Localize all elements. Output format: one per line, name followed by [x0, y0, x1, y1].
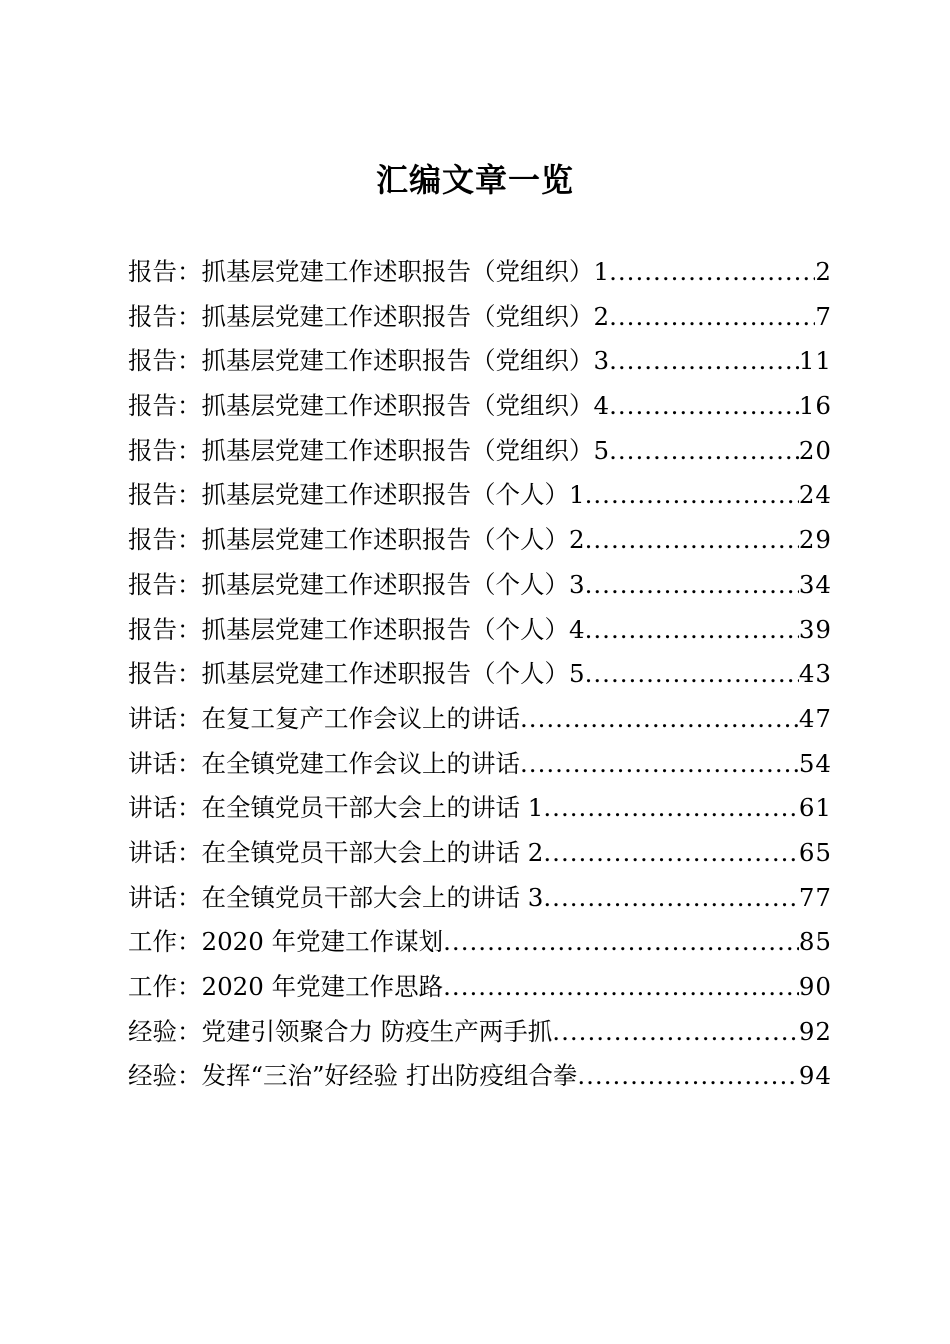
toc-entry[interactable]	[128, 1054, 832, 1099]
toc-entry-leader-dots	[609, 339, 799, 383]
toc-entry[interactable]	[128, 339, 832, 384]
toc-entry-page-number: 90	[798, 972, 832, 1001]
toc-entry-leader-dots	[585, 518, 799, 562]
toc-entry-leader-dots	[443, 965, 799, 1009]
toc-entry-page-number: 39	[798, 614, 832, 644]
toc-entry-category: 工作	[128, 927, 177, 957]
toc-entry-title: 2020 年党建工作思路	[201, 972, 444, 1001]
toc-entry-leader-dots	[609, 384, 799, 428]
toc-entry-title: 抓基层党建工作述职报告（党组织）3	[201, 346, 610, 376]
toc-entry-category: 报告	[128, 301, 177, 331]
toc-entry-title: 2020 年党建工作谋划	[201, 927, 444, 957]
toc-entry-separator: ：	[177, 1061, 202, 1091]
toc-entry-category: 报告	[128, 480, 177, 510]
toc-entry-category: 讲话	[128, 703, 177, 733]
toc-entry[interactable]	[128, 384, 832, 429]
toc-entry[interactable]	[128, 518, 832, 563]
toc-entry[interactable]	[128, 250, 832, 295]
toc-entry-category: 报告	[128, 346, 177, 376]
toc-entry-leader-dots	[585, 652, 799, 696]
toc-entry[interactable]	[128, 920, 832, 965]
toc-entry-separator: ：	[177, 882, 202, 912]
toc-entry-page-number: 65	[798, 837, 832, 867]
toc-entry[interactable]	[128, 786, 832, 831]
toc-entry[interactable]	[128, 1010, 832, 1055]
toc-entry-separator: ：	[177, 569, 202, 599]
toc-entry-title: 在全镇党员干部大会上的讲话 3	[201, 882, 544, 912]
toc-entry-title: 抓基层党建工作述职报告（党组织）5	[201, 435, 610, 465]
toc-entry-category: 讲话	[128, 882, 177, 912]
toc-entry-page-number: 29	[798, 525, 832, 555]
toc-entry-title: 在全镇党员干部大会上的讲话 2	[201, 837, 544, 867]
toc-entry-leader-dots	[443, 920, 799, 964]
toc-entry-leader-dots	[585, 563, 799, 607]
toc-entry[interactable]	[128, 831, 832, 876]
toc-entry[interactable]	[128, 965, 832, 1010]
toc-entry-category: 报告	[128, 525, 177, 555]
toc-entry-leader-dots	[552, 1010, 799, 1054]
toc-entry-page-number: 61	[798, 793, 832, 823]
toc-entry-separator: ：	[177, 748, 202, 778]
page-title: 汇编文章一览	[375, 161, 574, 199]
toc-entry-category: 讲话	[128, 793, 177, 823]
toc-entry-leader-dots	[609, 250, 815, 294]
toc-entry-separator: ：	[177, 525, 202, 555]
toc-entry-category: 报告	[128, 569, 177, 599]
toc-entry-category: 经验	[128, 1061, 177, 1091]
toc-entry-title: 在全镇党员干部大会上的讲话 1	[201, 793, 544, 823]
toc-entry-title: 抓基层党建工作述职报告（个人）4	[201, 614, 585, 644]
toc-entry-title: 抓基层党建工作述职报告（党组织）1	[201, 257, 610, 286]
toc-entry-title: 抓基层党建工作述职报告（个人）2	[201, 525, 585, 555]
toc-entry-separator: ：	[177, 257, 202, 286]
toc-entry-separator: ：	[177, 927, 202, 957]
toc-entry-leader-dots	[520, 742, 799, 786]
toc-entry[interactable]	[128, 608, 832, 653]
toc-entry[interactable]	[128, 429, 832, 474]
toc-entry-category: 报告	[128, 435, 177, 465]
toc-entry-leader-dots	[609, 295, 815, 339]
toc-entry-page-number: 43	[798, 659, 832, 689]
toc-entry-title: 党建引领聚合力 防疫生产两手抓	[201, 1016, 553, 1046]
toc-entry[interactable]	[128, 697, 832, 742]
toc-entry-separator: ：	[177, 614, 202, 644]
toc-entry-separator: ：	[177, 972, 202, 1001]
toc-entry-title: 抓基层党建工作述职报告（党组织）2	[201, 301, 610, 331]
toc-entry-separator: ：	[177, 837, 202, 867]
toc-entry-leader-dots	[585, 608, 799, 652]
toc-entry-title: 在全镇党建工作会议上的讲话	[201, 748, 520, 778]
toc-entry-title: 抓基层党建工作述职报告（党组织）4	[201, 391, 610, 421]
toc-entry-separator: ：	[177, 346, 202, 376]
toc-entry[interactable]	[128, 295, 832, 340]
toc-entry-category: 讲话	[128, 837, 177, 867]
toc-entry-leader-dots	[577, 1054, 798, 1098]
table-of-contents	[128, 250, 832, 1099]
toc-entry-separator: ：	[177, 793, 202, 823]
toc-entry-category: 经验	[128, 1016, 177, 1046]
toc-entry-separator: ：	[177, 659, 202, 689]
toc-entry[interactable]	[128, 652, 832, 697]
toc-entry-separator: ：	[177, 703, 202, 733]
toc-entry-page-number: 92	[798, 1016, 832, 1046]
toc-entry-page-number: 11	[798, 346, 832, 376]
toc-entry[interactable]	[128, 876, 832, 921]
toc-entry-title: 抓基层党建工作述职报告（个人）1	[201, 480, 585, 510]
toc-entry-leader-dots	[543, 876, 798, 920]
toc-entry-page-number: 2	[815, 257, 832, 286]
toc-entry-leader-dots	[609, 429, 799, 473]
toc-entry-page-number: 94	[798, 1061, 832, 1091]
toc-entry-category: 报告	[128, 391, 177, 421]
toc-entry-page-number: 47	[798, 703, 832, 733]
toc-entry-page-number: 34	[798, 569, 832, 599]
toc-entry-category: 报告	[128, 614, 177, 644]
toc-entry-page-number: 85	[798, 927, 832, 957]
toc-entry-leader-dots	[543, 786, 798, 830]
toc-entry-separator: ：	[177, 435, 202, 465]
toc-entry[interactable]	[128, 563, 832, 608]
toc-entry-separator: ：	[177, 480, 202, 510]
toc-entry-separator: ：	[177, 1016, 202, 1046]
toc-entry-separator: ：	[177, 301, 202, 331]
toc-entry-title: 抓基层党建工作述职报告（个人）3	[201, 569, 585, 599]
toc-entry-category: 工作	[128, 972, 177, 1001]
toc-entry-title: 发挥“三治”好经验 打出防疫组合拳	[201, 1061, 578, 1091]
toc-entry-title: 在复工复产工作会议上的讲话	[201, 703, 520, 733]
toc-entry-separator: ：	[177, 391, 202, 421]
toc-entry-page-number: 24	[798, 480, 832, 510]
toc-entry-page-number: 54	[798, 748, 832, 778]
toc-entry-category: 报告	[128, 257, 177, 286]
toc-entry-leader-dots	[520, 697, 799, 741]
toc-entry-title: 抓基层党建工作述职报告（个人）5	[201, 659, 585, 689]
toc-entry[interactable]	[128, 742, 832, 787]
toc-entry-leader-dots	[543, 831, 798, 875]
toc-entry-page-number: 7	[815, 301, 832, 331]
toc-entry-leader-dots	[585, 473, 799, 517]
toc-entry[interactable]	[128, 473, 832, 518]
toc-entry-page-number: 16	[798, 391, 832, 421]
toc-entry-page-number: 77	[798, 882, 832, 912]
toc-entry-page-number: 20	[798, 435, 832, 465]
toc-entry-category: 报告	[128, 659, 177, 689]
toc-entry-category: 讲话	[128, 748, 177, 778]
